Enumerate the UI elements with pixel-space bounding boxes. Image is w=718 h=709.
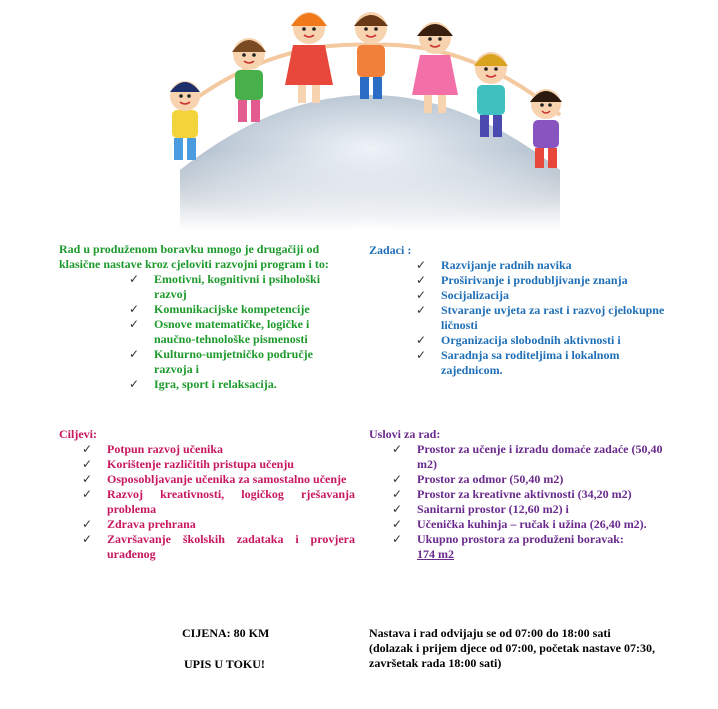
list-item: ✓ Osposobljavanje učenika za samostalno učenje [82,472,347,486]
schedule-line-2: (dolazak i prijem djece od 07:00, početak nastave 07:30, završetak rada 18:00 sati) [369,641,655,670]
list-item: ✓ Ukupno prostora za produženi boravak: 174 m2 [392,532,624,561]
check-icon: ✓ [82,517,93,531]
list-item: ✓ Razvijanje radnih navika [416,258,572,272]
check-icon: ✓ [392,532,403,546]
list-item: ✓ Korištenje različitih pristupa učenju [82,457,294,471]
check-icon: ✓ [392,517,403,531]
check-icon: ✓ [416,303,427,317]
check-icon: ✓ [416,348,427,362]
check-icon: ✓ [82,532,93,546]
check-icon: ✓ [392,487,403,501]
list-item: ✓ Potpun razvoj učenika [82,442,224,456]
ciljevi-list [82,442,355,562]
check-icon: ✓ [82,472,93,486]
child-figure-4 [354,12,388,99]
list-item: ✓ Igra, sport i relaksacija. [129,377,277,391]
check-icon: ✓ [392,442,403,456]
intro-text: Rad u produženom boravku mnogo je drugačiji od klasične nastave kroz cjeloviti razvojni program i to: [59,242,329,271]
list-item: ✓ Sanitarni prostor (12,60 m2) i [392,502,569,516]
list-item: ✓ Razvoj kreativnosti, logičkog rješavanja problema [82,487,355,516]
check-icon: ✓ [129,272,140,286]
check-icon: ✓ [129,317,140,331]
zadaci-heading: Zadaci : [369,243,412,257]
list-item: ✓ Proširivanje i produbljivanje znanja [416,273,628,287]
enroll-label: UPIS U TOKU! [184,657,265,671]
intro-list [129,272,351,392]
children-globe-illustration [150,0,590,230]
list-item: ✓ Organizacija slobodnih aktivnosti i [416,333,621,347]
zadaci-list [416,258,669,378]
ciljevi-section [59,427,355,562]
check-icon: ✓ [416,258,427,272]
list-item: ✓ Prostor za odmor (50,40 m2) [392,472,564,486]
price-label: CIJENA: 80 KM [182,626,270,640]
uslovi-heading: Uslovi za rad: [369,427,441,441]
intro-section [59,242,351,392]
check-icon: ✓ [82,487,93,501]
list-item: ✓ Socijalizacija [416,288,509,302]
uslovi-section [369,427,669,562]
check-icon: ✓ [416,288,427,302]
list-item: ✓ Završavanje školskih zadataka i provjera urađenog [82,532,355,561]
list-item: ✓ Osnove matematičke, logičke i naučno-tehnološke pismenosti [129,317,310,346]
check-icon: ✓ [129,302,140,316]
check-icon: ✓ [392,472,403,486]
uslovi-list [392,442,669,562]
schedule-line-1: Nastava i rad odvijaju se od 07:00 do 18:00 sati [369,626,611,640]
check-icon: ✓ [416,273,427,287]
list-item: ✓ Emotivni, kognitivni i psihološki razvoj [129,272,321,301]
list-item: ✓ Saradnja sa roditeljima i lokalnom zajednicom. [416,348,620,377]
zadaci-section [369,243,669,378]
child-figure-3 [285,12,333,103]
list-item: ✓ Prostor za učenje i izradu domaće zadaće (50,40 m2) [392,442,663,471]
check-icon: ✓ [82,457,93,471]
check-icon: ✓ [129,377,140,391]
check-icon: ✓ [82,442,93,456]
list-item: ✓ Stvaranje uvjeta za rast i razvoj cjelokupne ličnosti [416,303,665,332]
check-icon: ✓ [416,333,427,347]
check-icon: ✓ [392,502,403,516]
list-item: ✓ Komunikacijske kompetencije [129,302,310,316]
list-item: ✓ Kulturno-umjetničko područje razvoja i [129,347,313,376]
check-icon: ✓ [129,347,140,361]
list-item: ✓ Učenička kuhinja – ručak i užina (26,40 m2). [392,517,647,531]
list-item: ✓ Zdrava prehrana [82,517,196,531]
child-figure-2 [232,38,266,122]
schedule-info [369,626,659,671]
total-area: 174 m2 [417,547,454,561]
child-figure-5 [412,22,458,113]
ciljevi-heading: Ciljevi: [59,427,97,441]
list-item: ✓ Prostor za kreativne aktivnosti (34,20 m2) [392,487,632,501]
child-figure-1 [170,81,200,160]
